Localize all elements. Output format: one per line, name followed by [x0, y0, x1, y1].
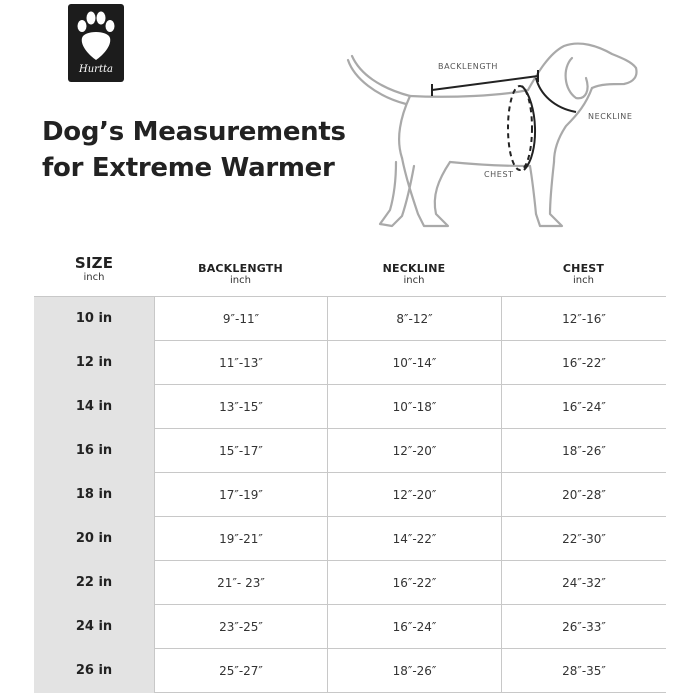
table-row [34, 517, 666, 561]
neckline-cell: 10″-18″ [327, 385, 501, 429]
table-header [34, 254, 666, 294]
header-chest: CHEST inch [562, 262, 605, 286]
page-title [42, 114, 346, 186]
neckline-cell: 8″-12″ [327, 297, 501, 341]
title-line-2: for Extreme Warmer [42, 153, 335, 183]
chest-cell: 12″-16″ [501, 297, 666, 341]
brand-logo [68, 4, 124, 82]
size-cell: 26 in [34, 649, 154, 693]
neckline-cell: 14″-22″ [327, 517, 501, 561]
neckline-cell: 12″-20″ [327, 429, 501, 473]
neckline-cell: 16″-22″ [327, 561, 501, 605]
table-row [34, 649, 666, 693]
header-size: SIZE inch [74, 254, 114, 283]
backlength-cell: 21″- 23″ [154, 561, 327, 605]
size-cell: 18 in [34, 473, 154, 517]
size-cell: 16 in [34, 429, 154, 473]
size-cell: 20 in [34, 517, 154, 561]
backlength-cell: 15″-17″ [154, 429, 327, 473]
backlength-label: BACKLENGTH [438, 62, 498, 71]
chest-cell: 24″-32″ [501, 561, 666, 605]
backlength-cell: 19″-21″ [154, 517, 327, 561]
header-backlength: BACKLENGTH inch [198, 262, 283, 286]
size-cell: 24 in [34, 605, 154, 649]
table-row [34, 605, 666, 649]
backlength-cell: 25″-27″ [154, 649, 327, 693]
size-cell: 12 in [34, 341, 154, 385]
header-neckline: NECKLINE inch [382, 262, 446, 286]
table-row [34, 297, 666, 341]
size-table [34, 296, 666, 700]
title-line-1: Dog’s Measurements [42, 117, 346, 147]
chest-cell: 26″-33″ [501, 605, 666, 649]
backlength-cell: 23″-25″ [154, 605, 327, 649]
neckline-cell: 16″-24″ [327, 605, 501, 649]
table-row [34, 429, 666, 473]
backlength-cell: 11″-13″ [154, 341, 327, 385]
table-row [34, 561, 666, 605]
table-row [34, 473, 666, 517]
dog-measurement-diagram [340, 38, 640, 238]
table-row [34, 385, 666, 429]
table-row [34, 341, 666, 385]
neckline-cell: 10″-14″ [327, 341, 501, 385]
paw-icon [68, 4, 124, 66]
chest-cell: 20″-28″ [501, 473, 666, 517]
chest-cell: 28″-35″ [501, 649, 666, 693]
chest-cell: 16″-22″ [501, 341, 666, 385]
backlength-cell: 9″-11″ [154, 297, 327, 341]
size-cell: 14 in [34, 385, 154, 429]
chest-cell: 18″-26″ [501, 429, 666, 473]
chest-label: CHEST [484, 170, 514, 179]
neckline-cell: 12″-20″ [327, 473, 501, 517]
neckline-cell: 18″-26″ [327, 649, 501, 693]
neckline-label: NECKLINE [588, 112, 633, 121]
size-cell: 22 in [34, 561, 154, 605]
backlength-cell: 13″-15″ [154, 385, 327, 429]
backlength-cell: 17″-19″ [154, 473, 327, 517]
chest-cell: 16″-24″ [501, 385, 666, 429]
logo-text: Hurtta [79, 64, 113, 75]
chest-cell: 22″-30″ [501, 517, 666, 561]
size-cell: 10 in [34, 297, 154, 341]
